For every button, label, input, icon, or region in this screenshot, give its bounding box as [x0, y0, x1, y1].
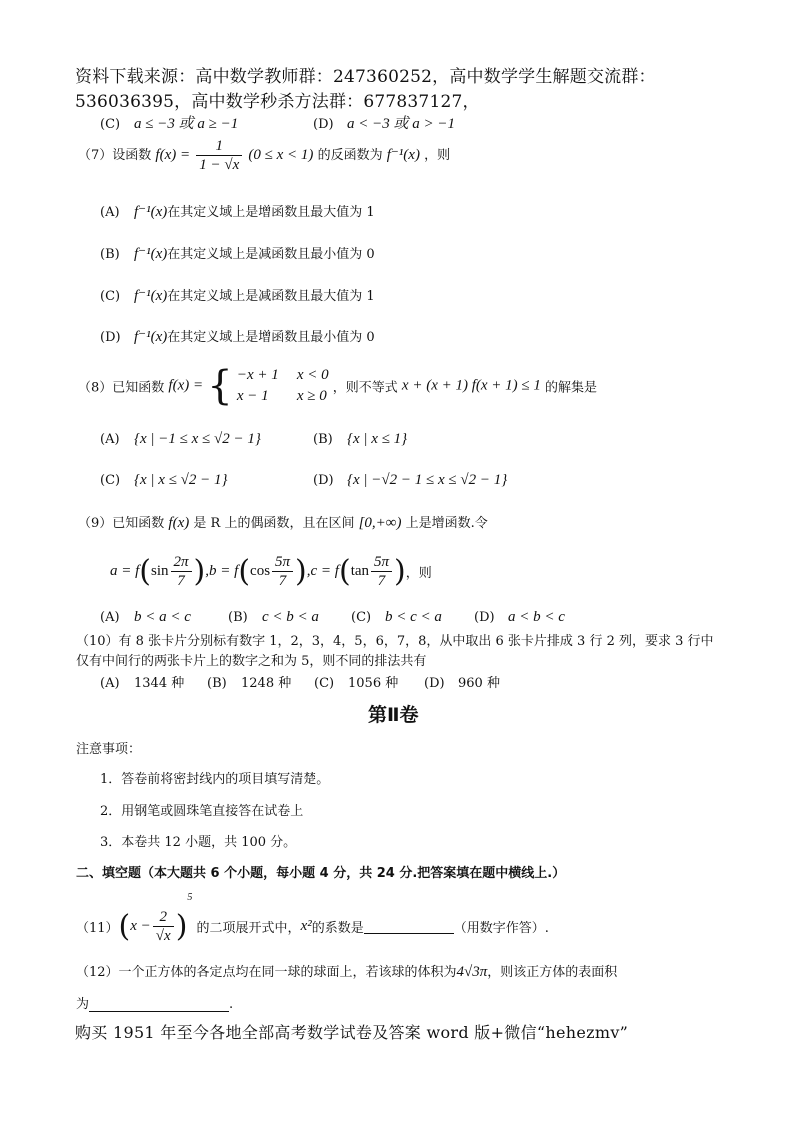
q10-option-c: (C) 1056 种 [314, 676, 399, 691]
paren-close-icon: ) [193, 554, 206, 589]
q8-option-c: (C) {x | x ≤ √2 − 1} [100, 472, 228, 488]
q7-option-d: (D) f⁻¹(x)在其定义域上是增函数且最小值为 0 [100, 329, 375, 345]
q6-option-d: (D) a < −3 或 a > −1 [313, 116, 455, 132]
q10-stem-line-2: 仅有中间行的两张卡片上的数字之和为 5，则不同的排法共有 [76, 654, 427, 669]
q7-option-c: (C) f⁻¹(x)在其定义域上是减函数且最大值为 1 [100, 288, 375, 304]
paren-open-icon: ( [338, 554, 351, 589]
source-line-1: 资料下载来源：高中数学教师群：247360252，高中数学学生解题交流群： [75, 67, 656, 87]
notice-item: 2．用钢笔或圆珠笔直接答在试卷上 [100, 804, 304, 819]
q12-stem-line-2: 为 . [76, 997, 234, 1012]
notice-item: 3．本卷共 12 小题，共 100 分。 [100, 835, 297, 850]
notice-item: 1．答卷前将密封线内的项目填写清楚。 [100, 772, 330, 787]
notice-heading: 注意事项： [76, 742, 142, 757]
paren-close-icon: ) [394, 554, 406, 589]
q7-option-b: (B) f⁻¹(x)在其定义域上是减函数且最小值为 0 [100, 246, 375, 262]
q9-option-d: (D) a < b < c [474, 609, 565, 625]
q12-answer-blank[interactable] [89, 997, 229, 1012]
section-2-title: 二、填空题（本大题共 6 个小题，每小题 4 分，共 24 分.把答案填在题中横线上.） [76, 866, 566, 881]
left-brace-icon: { [207, 363, 233, 409]
q9-option-b: (B) c < b < a [228, 609, 319, 625]
q10-option-a: (A) 1344 种 [100, 676, 185, 691]
q7-fraction: $\frac{1}{1 - √x}$ [196, 137, 242, 174]
q10-option-b: (B) 1248 种 [207, 676, 292, 691]
q8-piecewise: −x + 1 x < 0 x − 1 x ≥ 0 [236, 367, 329, 404]
q7-stem: （7）设函数 f(x) = $\frac{1}{1 - √x}$ (0 ≤ x < 1) 的反函数为 f⁻¹(x) ，则 [78, 138, 451, 173]
q10-stem-line-1: （10）有 8 张卡片分别标有数字 1，2，3，4，5，6，7，8，从中取出 6 张卡片排成 3 行 2 列，要求 3 行中 [76, 634, 714, 649]
paren-open-icon: ( [139, 554, 152, 589]
paren-open-icon: ( [118, 909, 131, 944]
source-line-2: 536036395，高中数学秒杀方法群：677837127， [75, 92, 480, 112]
q9-option-c: (C) b < c < a [351, 609, 442, 625]
part-2-title: 第Ⅱ卷 [368, 704, 419, 726]
q8-stem: （8）已知函数 f(x) = { −x + 1 x < 0 x − 1 x ≥ 0 ，则不等式 x + (x + 1) f(x + 1) ≤ 1 的解集是 [78, 363, 598, 409]
paren-close-icon: ) [175, 909, 188, 944]
q11-stem: （11）(x − $\frac{2}{√x}$ )$^5$ 的二项展开式中，x²的系数是 （用数字作答）. [76, 892, 549, 944]
q10-option-d: (D) 960 种 [424, 676, 500, 691]
q9-definitions: a = f(sin $\frac{2\pi}{7}$ ),b = f(cos $\frac{5\pi}{7}$ ),c = f(tan $\frac{5\pi}{7}$ )，则 [110, 554, 432, 589]
q8-option-d: (D) {x | −√2 − 1 ≤ x ≤ √2 − 1} [313, 472, 508, 488]
paren-close-icon: ) [295, 554, 307, 589]
q6-option-c: (C) a ≤ −3 或 a ≥ −1 [100, 116, 239, 132]
q12-stem-line-1: （12）一个正方体的各定点均在同一球的球面上，若该球的体积为4√3π，则该正方体的表面积 [76, 964, 618, 980]
q8-option-b: (B) {x | x ≤ 1} [313, 431, 408, 447]
q11-fraction: $\frac{2}{√x}$ [153, 908, 174, 945]
footer-notice: 购买 1951 年至今各地全部高考数学试卷及答案 word 版+微信“hehezmv” [75, 1023, 629, 1042]
q11-answer-blank[interactable] [364, 919, 454, 934]
q8-option-a: (A) {x | −1 ≤ x ≤ √2 − 1} [100, 431, 261, 447]
q7-option-a: (A) f⁻¹(x)在其定义域上是增函数且最大值为 1 [100, 204, 375, 220]
q9-option-a: (A) b < a < c [100, 609, 191, 625]
paren-open-icon: ( [238, 554, 251, 589]
q9-stem: （9）已知函数 f(x) 是 R 上的偶函数，且在区间 [0,+∞) 上是增函数.令 [78, 515, 488, 531]
